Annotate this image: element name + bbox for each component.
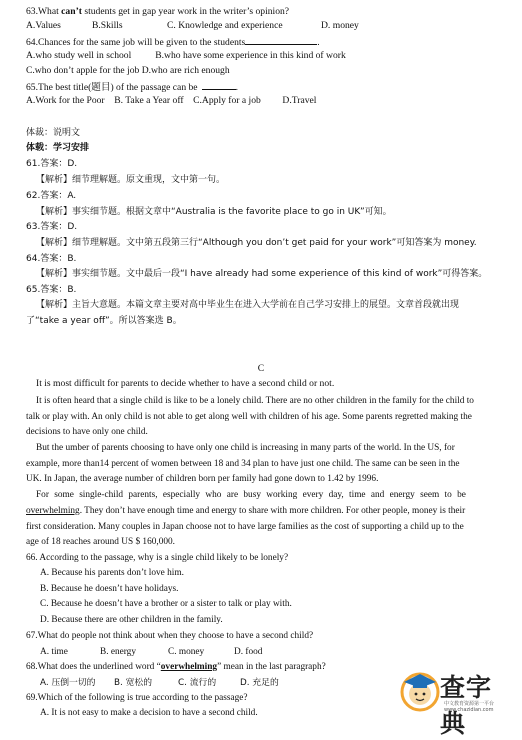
q66-option-b: B. Because he doesn’t have holidays. [40,584,179,594]
question-63 [26,6,289,18]
q64-stem-end: . [317,37,320,48]
q63-option-b: B.Skills [92,20,123,31]
q63-options [26,20,496,32]
question-66: 66. According to the passage, why is a single child likely to be lonely? [26,553,289,563]
passage-p3-line2: example, more than14 percent of women between 18 and 34 plan to have just one child. The same can be seen in the [26,459,460,469]
answer-64: 64.答案：B. [26,254,77,264]
explanation-65-cont: 了“take a year off”。所以答案选 B。 [26,316,182,326]
q67-option-d: D. food [234,647,263,657]
q63-option-a: A.Values [26,20,61,31]
explanation-64: 【解析】事实细节题。文中最后一段“I have already had some experience of this kind of work”可得答案。 [36,269,488,279]
q68-option-c: C. 流行的 [178,678,217,688]
q63-suffix: students get in gap year work in the writer’s opinion? [81,6,290,17]
answer-65: 65.答案：B. [26,285,77,295]
graduate-mascot-icon [398,666,442,714]
passage-p1: It is most difficult for parents to decide whether to have a second child or not. [36,378,335,389]
question-64 [26,35,320,49]
logo-url-text: 中文教育资源第一平台 www.chazidian.com [444,701,495,713]
q63-prefix: 63.What [26,6,62,17]
q68-underlined-word: overwhelming [160,662,218,672]
answer-blank [245,35,317,45]
answer-62: 62.答案：A. [26,191,77,201]
q68-option-a: A. 压倒一切的 [40,678,96,688]
question-65 [26,80,238,94]
explanation-62: 【解析】事实细节题。根据文章中“Australia is the favorite place to go in UK”可知。 [36,207,392,217]
topic-label: 体载：学习安排 [26,143,90,153]
passage-p2-line2: talk or play with. An only child is not able to get along well with children of his age. Some parents regretted making the [26,412,472,422]
passage-p2-line1: It is often heard that a single child is like to be a lonely child. There are no other children in the family for the child to [36,396,474,406]
passage-p4-line1: For some single-child parents, especially who are busy working every day, time and energy seem to be [36,490,466,500]
q67-options [40,646,340,658]
explanation-65: 【解析】主旨大意题。本篇文章主要对高中毕业生在进入大学前在自己学习安排上的展望。文章首段就出现 [36,300,460,310]
q68-prefix: 68.What does the underlined word “ [26,662,161,672]
q65-options: A.Work for the Poor B. Take a Year off C.Apply for a job D.Travel [26,95,317,106]
q66-option-d: D. Because there are other children in the family. [40,615,223,625]
question-69: 69.Which of the following is true according to the passage? [26,693,248,703]
q63-option-c: C. Knowledge and experience [167,20,283,31]
underlined-word: overwhelming [26,506,80,516]
q69-option-a: A. It is not easy to make a decision to have a second child. [40,708,258,718]
question-67: 67.What do people not think about when they choose to have a second child? [26,631,314,641]
q63-emphasis: can’t [61,6,82,17]
answer-61: 61.答案：D. [26,159,78,169]
genre-label: 体裁：说明文 [26,128,81,138]
q67-option-b: B. energy [100,647,136,657]
q63-option-d: D. money [321,20,359,31]
chazidian-logo [398,664,516,738]
q68-option-b: B. 宽松的 [114,678,153,688]
q67-option-c: C. money [168,647,205,657]
explanation-61: 【解析】细节理解题。原文重现，文中第一句。 [36,175,226,185]
passage-p2-line3: decisions to have only one child. [26,427,148,437]
answer-blank [202,80,236,90]
explanation-63: 【解析】细节理解题。文中第五段第三行“Although you don’t get paid for your work”可知答案为 money. [36,238,477,248]
passage-heading: C [257,363,265,374]
q65-stem: 65.The best title(题目) of the passage can be [26,82,198,93]
q67-option-a: A. time [40,647,68,657]
answer-63: 63.答案：D. [26,222,78,232]
passage-p3-line1: But the umber of parents choosing to have only one child is increasing in many parts of the world. In the US, for [36,443,455,453]
q66-option-a: A. Because his parents don’t love him. [40,568,184,578]
q64-options-ab: A.who study well in school B.who have some experience in this kind of work [26,50,346,61]
passage-p4-line4: age of 18 reaches around US $ 160,000. [26,537,175,547]
q64-options-cd: C.who don’t apple for the job D.who are rich enough [26,65,230,76]
passage-p4-line2-text: . They don’t have enough time and energy to share with more children. For other people, money is their [79,506,466,516]
q64-stem: 64.Chances for the same job will be given to the students [26,37,246,48]
q66-option-c: C. Because he doesn’t have a brother or a sister to talk or play with. [40,599,292,609]
passage-p4-line2 [26,505,502,517]
q68-suffix: ” mean in the last paragraph? [217,662,326,672]
q68-options [40,677,340,689]
q68-option-d: D. 充足的 [240,678,279,688]
passage-p4-line3: first consideration. Many couples in Japan choose not to have large families as the cost of supporting a child up to the [26,522,464,532]
passage-p3-line3: UK. In Japan, the average number of children born per family had gone down to 1.42 by 1996. [26,474,379,484]
question-68 [26,661,326,673]
q65-stem-end: . [235,82,238,93]
logo-brand-text: 查字典 [440,673,493,738]
